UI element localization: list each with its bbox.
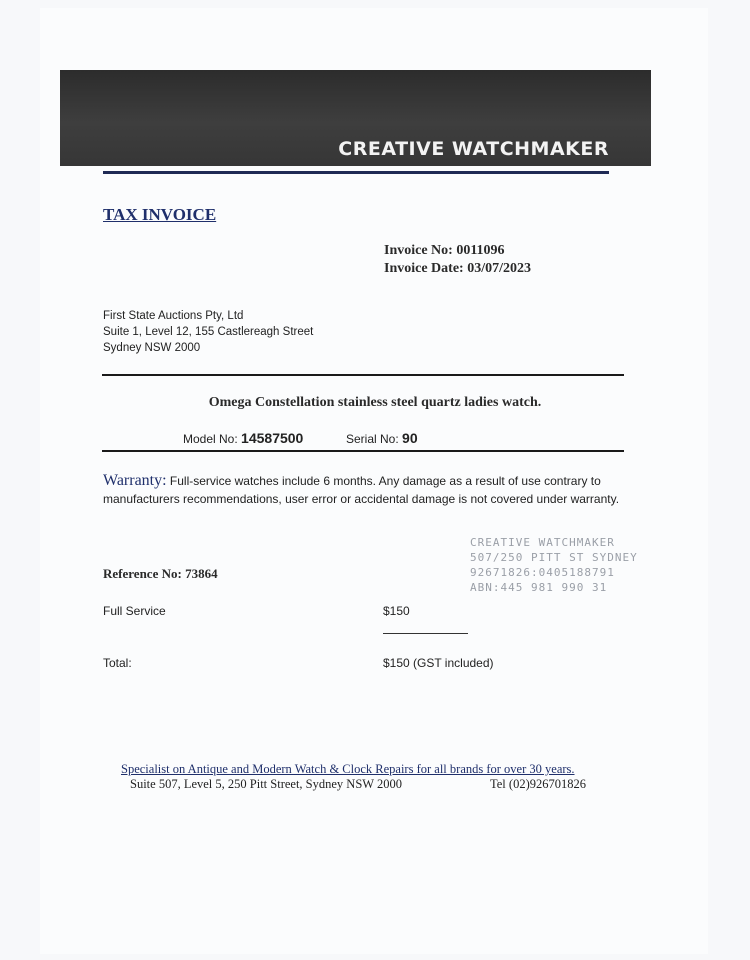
model-value: 14587500 bbox=[241, 430, 304, 446]
invoice-number-row bbox=[384, 242, 531, 260]
total-label: Total: bbox=[103, 656, 132, 670]
invoice-date-label: Invoice Date: bbox=[384, 261, 464, 276]
invoice-meta bbox=[384, 242, 531, 278]
invoice-number-label: Invoice No: bbox=[384, 243, 453, 258]
brand-name: CREATIVE WATCHMAKER bbox=[338, 138, 609, 160]
service-label: Full Service bbox=[103, 604, 166, 618]
warranty-label: Warranty: bbox=[103, 472, 167, 489]
reference-value: 73864 bbox=[185, 566, 218, 581]
invoice-number: 0011096 bbox=[456, 243, 505, 258]
total-amount: $150 (GST included) bbox=[383, 656, 494, 670]
stamp-line-2: 507/250 PITT ST SYDNEY bbox=[470, 551, 638, 564]
billing-line-1: First State Auctions Pty, Ltd bbox=[103, 310, 244, 322]
footer-tagline: Specialist on Antique and Modern Watch & Clock Repairs for all brands for over 30 years. bbox=[121, 762, 575, 776]
service-amount: $150 bbox=[383, 604, 410, 618]
item-top-rule bbox=[102, 374, 624, 376]
warranty-section bbox=[103, 472, 633, 508]
billing-line-3: Sydney NSW 2000 bbox=[103, 342, 201, 354]
item-bottom-rule bbox=[102, 450, 624, 452]
stamp-line-4: ABN:445 981 990 31 bbox=[470, 581, 608, 594]
warranty-text: Full-service watches include 6 months. Any damage as a result of use contrary to manufacturers recommendations, user error or accidental damage is not covered under warranty. bbox=[103, 474, 620, 506]
company-stamp bbox=[470, 535, 638, 595]
invoice-date-row bbox=[384, 260, 531, 278]
billing-address bbox=[103, 308, 313, 356]
reference-label: Reference No: bbox=[103, 566, 182, 581]
stamp-line-3: 92671826:0405188791 bbox=[470, 566, 615, 579]
billing-line-2: Suite 1, Level 12, 155 Castlereagh Street bbox=[103, 326, 314, 338]
footer-phone: Tel (02)926701826 bbox=[490, 777, 586, 791]
serial-label: Serial No: bbox=[346, 432, 399, 446]
stamp-line-1: CREATIVE WATCHMAKER bbox=[470, 536, 615, 549]
header-banner bbox=[60, 70, 651, 166]
reference-number bbox=[103, 566, 218, 582]
item-description: Omega Constellation stainless steel quartz ladies watch. bbox=[208, 395, 542, 410]
document-title: TAX INVOICE bbox=[103, 205, 217, 224]
serial-number bbox=[346, 430, 418, 446]
subtotal-rule bbox=[383, 633, 468, 634]
footer-address: Suite 507, Level 5, 250 Pitt Street, Sydney NSW 2000 bbox=[130, 777, 402, 791]
serial-value: 90 bbox=[402, 430, 418, 446]
invoice-date: 03/07/2023 bbox=[467, 261, 531, 276]
model-label: Model No: bbox=[183, 432, 238, 446]
model-number bbox=[183, 430, 303, 446]
header-rule bbox=[103, 171, 609, 174]
